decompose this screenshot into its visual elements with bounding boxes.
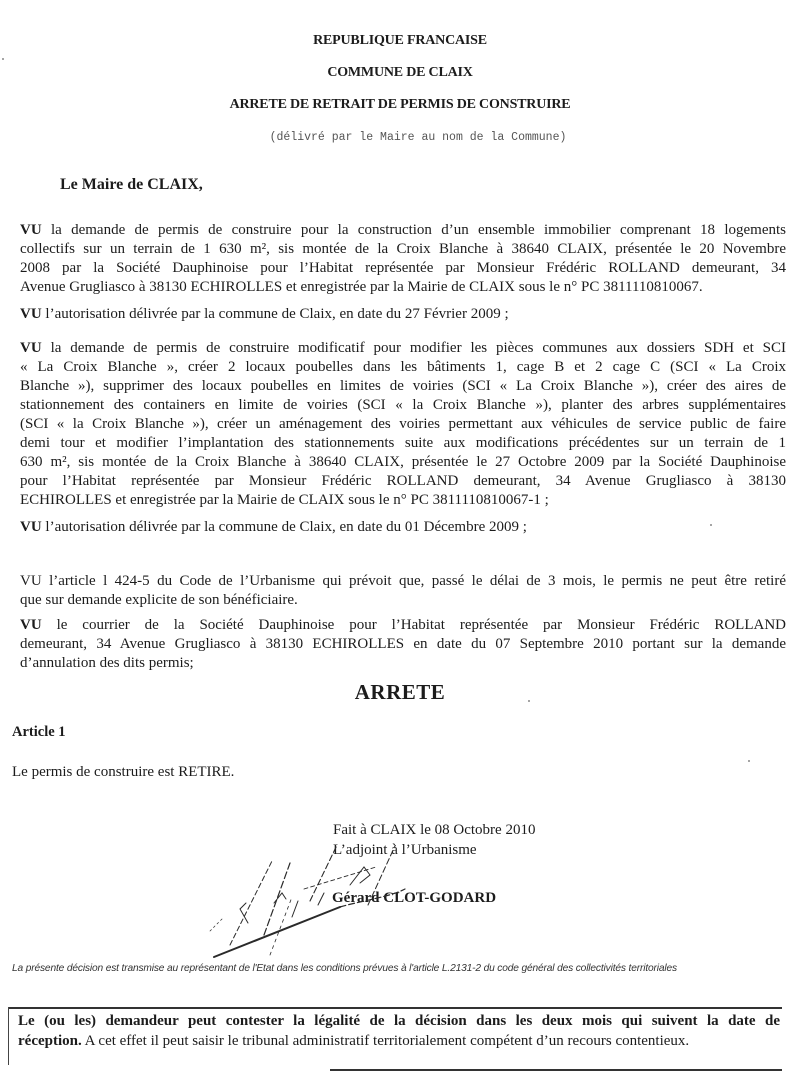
vu-label: VU	[20, 306, 42, 322]
text-line: que sur demande explicite de son bénéficiaire.	[20, 592, 298, 608]
notice-bold-text: Le (ou les) demandeur peut contester la légalité de la décision dans les deux mois qui suivent la date de	[18, 1013, 780, 1029]
text-line: 2008 par la Société Dauphinoise pour l’Habitat représentée par Monsieur Frédéric ROLLAND demeurant, 34	[20, 260, 786, 276]
notice-bold-text: réception.	[18, 1033, 82, 1049]
text-line: (SCI « la Croix Blanche »), créer un aménagement des voiries permettant aux véhicules de service public de faire	[20, 416, 786, 432]
signatory-name: Gérard CLOT-GODARD	[332, 890, 497, 906]
text-line: l’autorisation délivrée par la commune de Claix, en date du 27 Février 2009 ;	[41, 306, 509, 322]
handwritten-signature	[200, 845, 420, 965]
text-line: d’annulation des dits permis;	[20, 655, 194, 671]
text-line: ECHIROLLES et enregistrée par la Mairie de CLAIX sous le n° PC 3811110810067-1 ;	[20, 492, 549, 508]
notice-box-left-border	[8, 1007, 9, 1065]
text-line: 630 m², sis montée de la Croix Blanche à 38640 CLAIX, présentée le 27 Octobre 2009 par la Société Dauphinoise	[20, 454, 786, 470]
text-line: Blanche »), supprimer des locaux poubelles en limites de voiries (SCI « La Croix Blanche »), créer des aires de	[20, 378, 786, 394]
article-text: Le permis de construire est RETIRE.	[12, 764, 235, 780]
text-line: stationnement des containers en limite de voiries (SCI « la Croix Blanche »), planter des arbres supplémentaires	[20, 397, 786, 413]
document-title: ARRETE DE RETRAIT DE PERMIS DE CONSTRUIRE	[229, 97, 571, 112]
text-line: pour l’Habitat représentée par Monsieur Frédéric ROLLAND demeurant, 34 Avenue Grugliasco à 38130	[20, 473, 786, 489]
consideration-6	[20, 616, 786, 673]
decision-heading: ARRETE	[354, 680, 446, 704]
document-subtitle: (délivré par le Maire au nom de la Commune)	[269, 131, 567, 144]
mayor-heading: Le Maire de CLAIX,	[60, 176, 203, 193]
vu-label: VU	[20, 222, 42, 238]
consideration-4	[20, 518, 786, 537]
text-line: la demande de permis de construire pour la construction d’un ensemble immobilier comprenant 18 logements	[41, 222, 786, 238]
transmission-note: La présente décision est transmise au représentant de l'Etat dans les conditions prévues à l'article L.2131-2 du code général des collectivités territoriales	[12, 963, 677, 974]
consideration-3	[20, 339, 786, 510]
consideration-5	[20, 572, 786, 610]
signatory-role: L’adjoint à l’Urbanisme	[333, 842, 477, 858]
article-title: Article 1	[12, 724, 66, 740]
vu-label: VU	[20, 617, 42, 633]
scan-speck	[710, 524, 712, 526]
scan-speck	[748, 760, 750, 762]
notice-box-bottom-border	[330, 1069, 782, 1071]
text-line: le courrier de la Société Dauphinoise pour l’Habitat représentée par Monsieur Frédéric ROLLAND	[41, 617, 786, 633]
text-line: la demande de permis de construire modificatif pour modifier les pièces communes aux dossiers SDH et SCI	[41, 340, 786, 356]
header-commune: COMMUNE DE CLAIX	[327, 65, 473, 80]
text-line: collectifs sur un terrain de 1 630 m², sis montée de la Croix Blanche à 38640 CLAIX, présentée le 20 Novembre	[20, 241, 786, 257]
appeal-notice	[18, 1011, 780, 1051]
text-line: demeurant, 34 Avenue Grugliasco à 38130 ECHIROLLES en date du 07 Septembre 2010 portant sur la demande	[20, 636, 786, 652]
header-republic: REPUBLIQUE FRANCAISE	[313, 33, 487, 48]
text-line: demi tour et modifier l’implantation des stationnements suite aux modifications précédentes sur un terrain de 1	[20, 435, 786, 451]
scan-speck	[528, 700, 530, 702]
vu-label: VU	[20, 573, 42, 589]
text-line: l’autorisation délivrée par la commune de Claix, en date du 01 Décembre 2009 ;	[41, 519, 527, 535]
consideration-2	[20, 305, 786, 324]
vu-label: VU	[20, 340, 42, 356]
place-date: Fait à CLAIX le 08 Octobre 2010	[333, 822, 536, 838]
scan-speck	[2, 58, 4, 60]
vu-label: VU	[20, 519, 42, 535]
text-line: « La Croix Blanche », créer 2 locaux poubelles dans les bâtiments 1, cage B et 2 cage C (SCI « La Croix	[20, 359, 786, 375]
notice-box-top-border	[8, 1007, 782, 1009]
text-line: Avenue Grugliasco à 38130 ECHIROLLES et enregistrée par la Mairie de CLAIX sous le n° PC 3811110810067.	[20, 279, 703, 295]
consideration-1	[20, 221, 786, 297]
notice-text: A cet effet il peut saisir le tribunal administratif territorialement compétent d’un recours contentieux.	[81, 1033, 690, 1049]
text-line: l’article l 424-5 du Code de l’Urbanisme qui prévoit que, passé le délai de 3 mois, le permis ne peut être retiré	[41, 573, 786, 589]
